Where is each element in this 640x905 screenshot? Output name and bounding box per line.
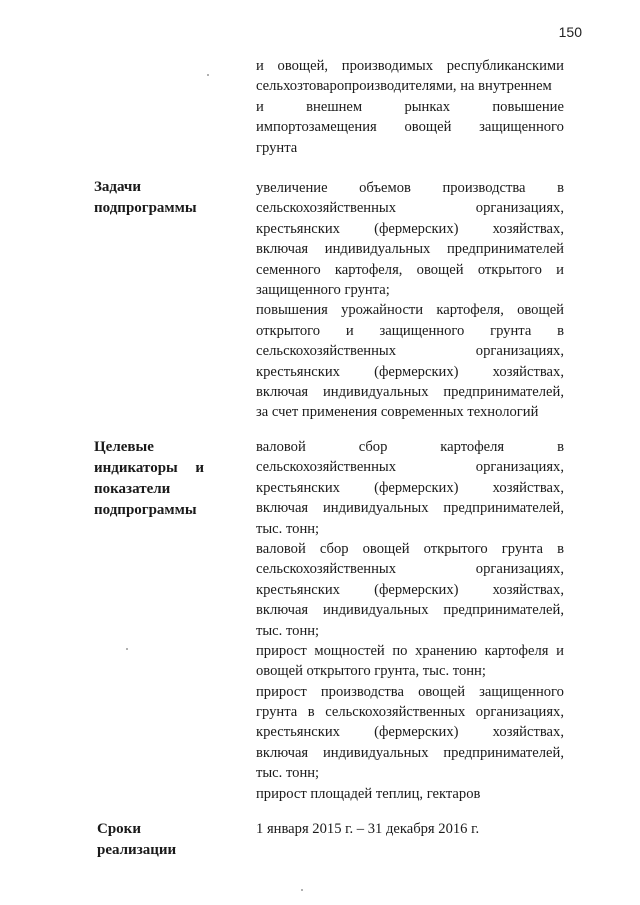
text-line: валовой сбор картофеля в <box>256 439 564 455</box>
text-line: валовой сбор овощей открытого грунта в <box>256 540 564 557</box>
block-text-tasks <box>256 178 564 423</box>
text-line: за счет применения современных технологий <box>256 404 539 421</box>
text-line: сельхозтоваропроизводителями, на внутреннем <box>256 78 552 95</box>
block-text-terms <box>256 819 564 839</box>
text-line: крестьянских (фермерских) хозяйствах, <box>256 724 564 741</box>
label-line: Целевые <box>94 439 154 455</box>
text-line: сельскохозяйственных организациях, <box>256 343 564 360</box>
text-line: включая индивидуальных предпринимателей, <box>256 602 564 619</box>
text-line: повышения урожайности картофеля, овощей <box>256 302 564 319</box>
text-line: тыс. тонн; <box>256 520 320 537</box>
text-line: прирост мощностей по хранению картофеля и <box>256 642 564 659</box>
text-line: 1 января 2015 г. – 31 декабря 2016 г. <box>256 821 480 837</box>
label-line: подпрограммы <box>94 502 197 518</box>
text-line: защищенного грунта; <box>256 281 390 298</box>
text-line: включая индивидуальных предпринимателей, <box>256 500 564 517</box>
text-line: увеличение объемов производства в <box>256 180 564 196</box>
text-line: крестьянских (фермерских) хозяйствах, <box>256 581 564 598</box>
text-line: включая индивидуальных предпринимателей, <box>256 744 564 761</box>
text-line: семенного картофеля, овощей открытого и <box>256 261 564 278</box>
text-line: овощей открытого грунта, тыс. тонн; <box>256 663 486 680</box>
label-line: подпрограммы <box>94 200 197 216</box>
label-line: Задачи <box>94 179 142 195</box>
text-line: и внешнем рынках повышение <box>256 98 564 115</box>
block-label-indicators <box>94 437 204 521</box>
scan-speck <box>207 74 209 76</box>
text-line: грунта <box>256 139 298 156</box>
text-line: крестьянских (фермерских) хозяйствах, <box>256 363 564 380</box>
label-line: реализации <box>97 842 177 858</box>
text-line: тыс. тонн; <box>256 622 320 639</box>
text-line: и овощей, производимых республиканскими <box>256 58 564 74</box>
text-line: открытого и защищенного грунта в <box>256 322 564 339</box>
text-line: тыс. тонн; <box>256 765 320 782</box>
text-line: сельскохозяйственных организациях, <box>256 459 564 476</box>
scan-speck <box>301 889 303 891</box>
text-line: грунта в сельскохозяйственных организациях, <box>256 704 564 721</box>
label-line: показатели <box>94 481 171 497</box>
block-label-terms <box>97 819 176 861</box>
block-label-tasks <box>94 177 197 219</box>
page-number: 150 <box>558 24 582 40</box>
text-line: крестьянских (фермерских) хозяйствах, <box>256 479 564 496</box>
text-line: прирост площадей теплиц, гектаров <box>256 785 481 802</box>
text-line: включая индивидуальных предпринимателей, <box>256 383 564 400</box>
text-line: импортозамещения овощей защищенного <box>256 119 564 136</box>
text-line: сельскохозяйственных организациях, <box>256 561 564 578</box>
block-text-indicators <box>256 437 564 804</box>
block-text-goal <box>256 56 564 158</box>
text-line: включая индивидуальных предпринимателей <box>256 241 564 258</box>
label-line: индикаторы и <box>94 460 204 476</box>
text-line: крестьянских (фермерских) хозяйствах, <box>256 220 564 237</box>
label-line: Сроки <box>97 821 141 837</box>
text-line: прирост производства овощей защищенного <box>256 683 564 700</box>
text-line: сельскохозяйственных организациях, <box>256 200 564 217</box>
scan-speck <box>126 648 128 650</box>
